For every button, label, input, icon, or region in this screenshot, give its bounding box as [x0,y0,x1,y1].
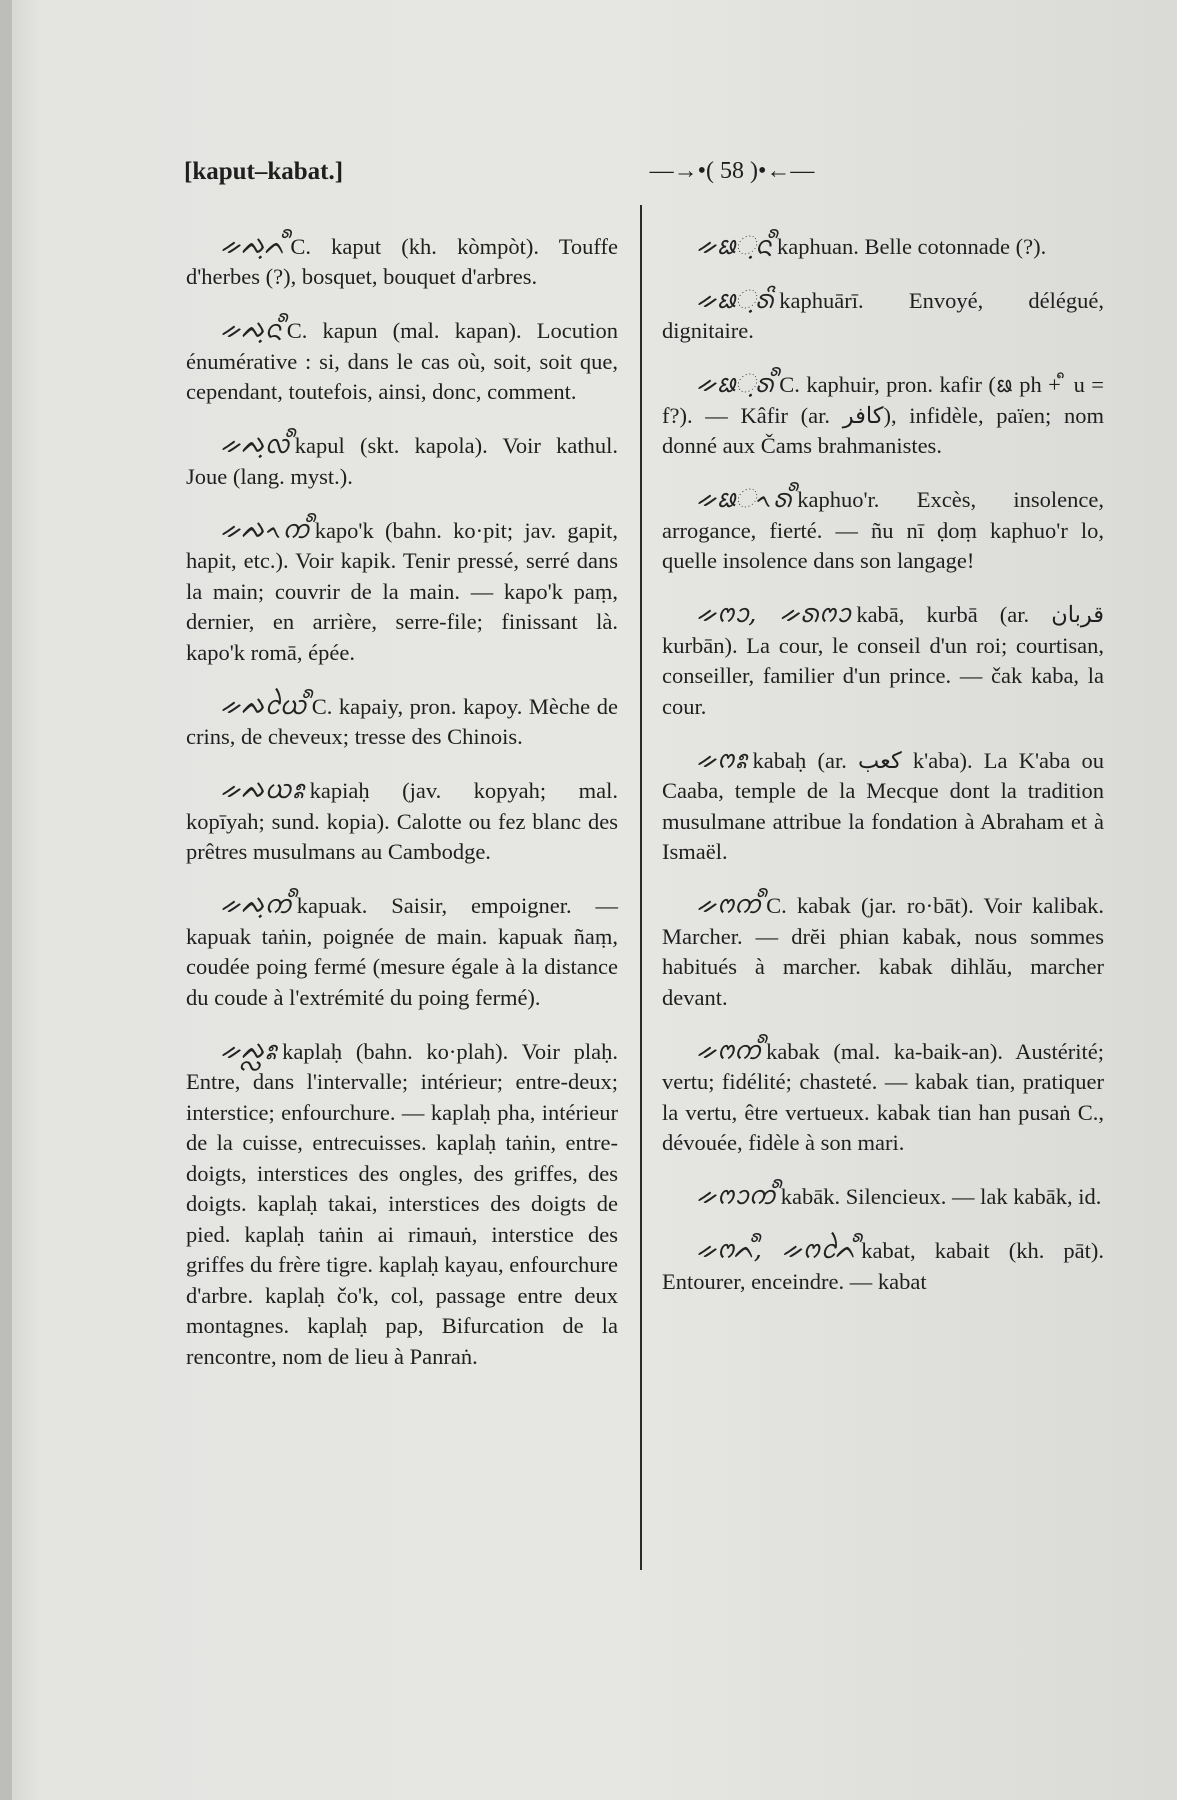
dictionary-entry [662,285,1104,347]
dictionary-entry [662,890,1104,1013]
entry-text: kabā, kurbā (ar. قربان kurbān). La cour, le conseil d'un roi; courtisan, conseiller, familier d'un prince. — čak kaba, la cour. [662,602,1104,719]
dictionary-entry [662,745,1104,868]
entry-text: kaphuo'r. Excès, insolence, arrogance, fierté. — ñu nī ḍoṃ kaphuo'r lo, quelle insolence dans son langage! [662,487,1104,573]
entry-text: kabaḥ (ar. كعب k'aba). La K'aba ou Caaba, temple de la Mecque dont la tradition musulmane attribue la fondation à Abraham et à Ismaël. [662,747,1104,864]
cham-script-headword: ᨀᨻᨠ᩺ [696,1035,761,1066]
cham-script-headword: ᨀᨄᨘᨈ᩺ [220,230,285,261]
cham-script-headword: ᨀᨄᩱᨿ᩺ [220,690,306,721]
entry-text: kapul (skt. kapola). Voir kathul. Joue (lang. myst.). [186,433,618,489]
cham-script-headword: ᨀᨹᨚᩁ᩺ [696,484,792,514]
entry-text: kaphuan. Belle cotonnade (?). [776,233,1047,259]
cham-script-headword: ᨀᨄᨿᩡ [220,775,304,805]
left-column [186,208,618,1394]
entry-text: kabak (mal. ka-baik-an). Austérité; vertu; fidélité; chasteté. — kabak tian, pratiquer la vertu, être vertueux. kabak tian han pusaṅ C., dévouée, fidèle à son mari. [662,1038,1104,1155]
cham-script-headword: ᨀᨄᨘᨶ᩺ [220,315,281,345]
running-head: [kaput–kabat.] [184,158,344,185]
entry-text: C. kapaiy, pron. kapoy. Mèche de crins, de cheveux; tresse des Chinois. [186,693,618,749]
dictionary-entry [662,484,1104,577]
page-header [184,158,1104,194]
dictionary-entry [662,231,1104,263]
cham-script-headword: ᨀᨹᨘᨶ᩺ [696,230,771,261]
page-number: —→•( 58 )•←— [649,158,815,184]
entry-text: kaphuārī. Envoyé, délégué, dignitaire. [662,287,1104,343]
cham-script-headword: ᨀᨄᨘᩃ᩺ [220,430,289,460]
cham-script-headword: ᨀᨄᨚᨠ᩺ [220,514,309,545]
dictionary-entry [186,691,618,753]
dictionary-entry [186,315,618,408]
dictionary-entry [186,1036,618,1373]
entry-text: kapiaḥ (jav. kopyah; mal. kopīyah; sund. kopia). Calotte ou fez blanc des prêtres musulmans au Cambodge. [186,778,618,864]
dictionary-entry [662,369,1104,462]
dictionary-entry [662,1235,1104,1297]
entry-text: C. kaphuir, pron. kafir (ᨹ ph + ᩥ u = f?). — Kâfir (ar. كافر), infidèle, païen; nom donné aux Čams brahmanistes. [662,372,1104,458]
dictionary-entry [186,430,618,492]
column-divider [640,205,642,1570]
cham-script-headword: ᨀᨻᩡ [696,744,747,775]
page-edge-shadow [0,0,12,1800]
entry-text: kaplaḥ (bahn. ko·plah). Voir plaḥ. Entre, dans l'intervalle; intérieur; entre-deux; interstice; enfourchure. — kaplaḥ pha, intérieur de la cuisse, entrecuisses. kaplaḥ taṅin, entre-doigts, interstices des ongles, des griffes, des doigts. kaplaḥ takai, interstices des doigts de pied. kaplaḥ taṅin ai rimauṅ, interstice des griffes du frère tigre. kaplaḥ kayau, enfourchure d'arbre. kaplaḥ čo'k, col, passage entre deux montagnes. kaplaḥ pap, Bifurcation de la rencontre, nom de lieu à Panraṅ. [186,1038,618,1369]
dictionary-entry [186,890,618,1013]
right-column [662,208,1104,1319]
dictionary-entry [186,231,618,293]
entry-text: C. kabak (jar. ro·bāt). Voir kalibak. Marcher. — drĕi phian kabak, nous sommes habitués à marcher. kabak dihlău, marcher devant. [662,893,1104,1010]
dictionary-entry [662,599,1104,722]
entry-text: C. kaput (kh. kòmpòt). Touffe d'herbes (?), bosquet, bouquet d'arbres. [186,233,618,289]
cham-script-headword: ᨀᨄᨘᨠ᩺ [220,890,291,920]
dictionary-entry [662,1181,1104,1213]
entry-text: kapo'k (bahn. ko·pit; jav. gapit, hapit, etc.). Voir kapik. Tenir pressé, serré dans la main; couvrir de la main. — kapo'k paṃ, dernier, en arrière, serre-file; finissant là. kapo'k romā, épée. [186,517,618,665]
cham-script-headword: ᨀᨻᨈ᩺, ᨀᨻᩱᨈ᩺ [696,1235,856,1265]
cham-script-headword: ᨀᨹᨘᩁ᩺ [696,369,774,399]
cham-script-headword: ᨀᨻᩣᨠ᩺ [696,1181,775,1211]
entry-text: kabat, kabait (kh. pāt). Entourer, enceindre. — kabat [662,1238,1104,1294]
entry-text: kapuak. Saisir, empoigner. — kapuak taṅin, poignée de main. kapuak ñaṃ, coudée poing fermé (mesure égale à la distance du coude à l'extrémité du poing fermé). [186,893,618,1010]
cham-script-headword: ᨀᨄᩖᩡ [220,1035,277,1066]
cham-script-headword: ᨀᨹᨘᩁᩦ [696,284,774,315]
dictionary-entry [662,1036,1104,1159]
cham-script-headword: ᨀᨻᩣ, ᨀᩁᨻᩣ [696,599,851,629]
dictionary-entry [186,775,618,868]
entry-text: kabāk. Silencieux. — lak kabāk, id. [780,1184,1102,1209]
cham-script-headword: ᨀᨻᨠ᩺ [696,890,761,920]
dictionary-entry [186,515,618,669]
entry-text: C. kapun (mal. kapan). Locution énumérative : si, dans le cas où, soit, soit que, cependant, toutefois, ainsi, donc, comment. [186,318,618,404]
